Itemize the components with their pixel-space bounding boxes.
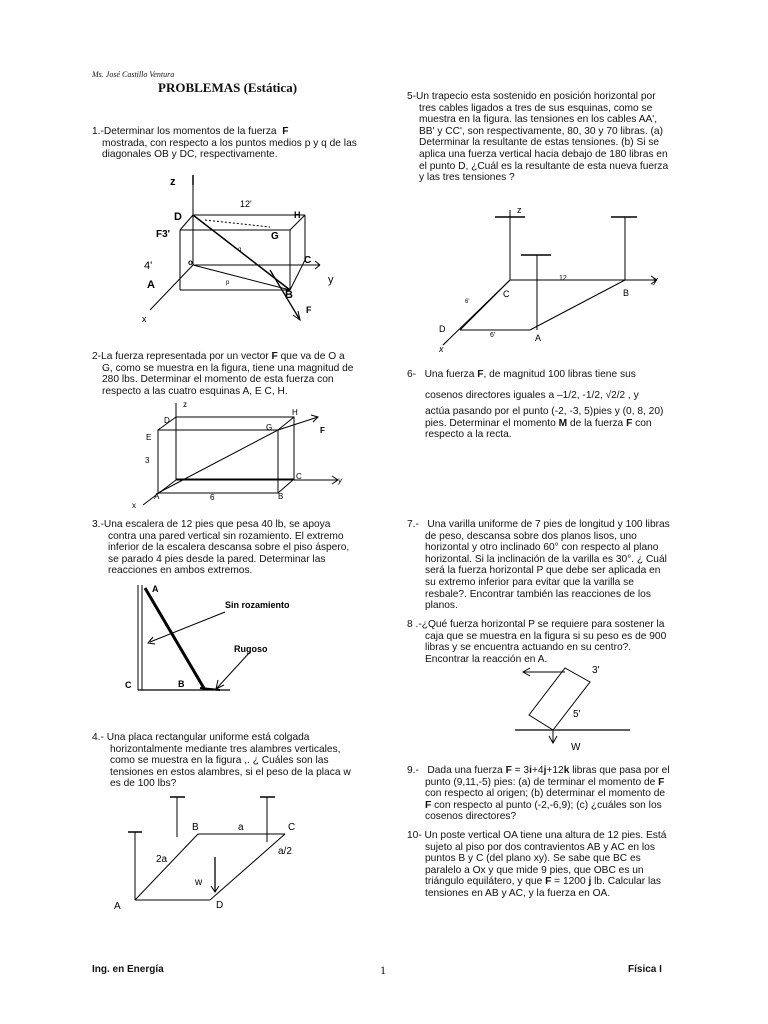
figure-2-box <box>128 395 358 515</box>
fig2-label-6: 6 <box>210 493 215 502</box>
problem-2: 2-La fuerza representada por un vector F que va de O a G, como se muestra en la figura, tiene una magnitud de 280 lbs. Determinar el momento de esta fuerza con respecto a las cuatro esquinas A, E C, H. <box>92 351 354 397</box>
problem-3: 3.-Una escalera de 12 pies que pesa 40 lb, se apoya contra una pared vertical sin rozamiento. El extremo inferior de la escalera descansa sobre el piso áspero, se parado 4 pies desde la pared. Determinar las reacciones en ambos extremos. <box>92 519 350 577</box>
fig1-label-o: o <box>188 258 193 267</box>
problem-8: 8 .-¿Qué fuerza horizontal P se requiere para sostener la caja que se muestra en la figura si su peso es de 900 libras y se encuentra actuando en su centro?. Encontrar la reacción en A. <box>407 619 667 665</box>
fig2-label-y: y <box>338 476 342 485</box>
fig3-label-a: A <box>152 584 159 594</box>
fig8-label-w: W <box>571 742 581 753</box>
figure-1-box <box>110 165 360 325</box>
page-number: 1 <box>380 963 386 977</box>
fig4-label-a-corner: A <box>114 901 121 912</box>
fig2-label-x: x <box>132 501 136 510</box>
fig2-label-e: E <box>146 433 152 442</box>
fig1-label-f: F <box>306 305 312 315</box>
fig2-label-g: G <box>266 423 273 432</box>
fig2-label-c: C <box>296 472 302 481</box>
fig5-label-6-left: 6' <box>465 299 470 305</box>
fig1-label-z: z <box>170 176 176 188</box>
fig8-label-3: 3' <box>592 665 600 676</box>
fig1-label-p: p <box>226 280 230 286</box>
fig1-label-f3: F3' <box>156 229 171 240</box>
fig2-label-z: z <box>183 400 187 409</box>
fig3-label-rugoso: Rugoso <box>234 644 268 654</box>
fig4-label-a2: a/2 <box>278 846 292 857</box>
fig5-label-x: x <box>439 344 444 354</box>
footer-right: Física I <box>628 964 662 975</box>
fig3-label-b: B <box>178 679 185 689</box>
fig2-label-b: B <box>278 492 284 501</box>
figure-4-plate <box>110 792 310 912</box>
page-title: PROBLEMAS (Estática) <box>158 80 298 95</box>
problem-5: 5-Un trapecio esta sostenido en posición horizontal por tres cables ligados a tres de sus esquinas, como se muestra en la figura. las tensiones en los cables AA', BB' y CC', son respectivamente, 80, 30 y 70 libras. (a) Determinar la resultante de estas tensiones. (b) Si se aplica una fuerza vertical hacia debajo de 180 libras en el punto D, ¿Cuál es la resultante de esta nueva fuerza y las tres tensiones ? <box>407 91 669 184</box>
fig5-label-a: A <box>535 333 542 343</box>
fig5-label-6-bottom: 6' <box>490 332 496 339</box>
fig1-label-h: H <box>294 210 301 220</box>
fig3-label-c: C <box>125 680 132 690</box>
fig1-label-a: A <box>147 279 155 291</box>
fig1-label-12: 12' <box>240 199 252 209</box>
figure-8-box <box>515 660 635 755</box>
fig1-label-b: B <box>285 289 293 301</box>
footer-left: Ing. en Energía <box>92 964 164 975</box>
fig1-label-c: C <box>304 255 312 266</box>
problem-6: 6- Una fuerza F, de magnitud 100 libras tiene sus cosenos directores iguales a –1/2, -1/2, √2/2 , y actúa pasando por el punto (-2, -3, 5)pies y (0, 8, 20) pies. Determinar el momento M de la fuerza F con respecto a la recta. <box>407 369 664 441</box>
fig5-label-y: y <box>653 275 658 285</box>
fig5-label-b: B <box>623 288 630 298</box>
fig4-label-a: a <box>238 822 244 833</box>
problem-10: 10- Un poste vertical OA tiene una altura de 12 pies. Está sujeto al piso por dos contravientos AB y AC en los puntos B y C (del plano xy). Se sabe que BC es paralelo a Ox y que mide 9 pies, que OBC es un triángulo equilátero, y que F = 1200 j lb. Calcular las tensiones en AB y AC, y la fuerza en OA. <box>407 830 667 899</box>
fig4-label-c: C <box>288 822 296 833</box>
fig4-label-w: w <box>195 877 203 888</box>
fig5-label-c: C <box>503 289 510 299</box>
fig2-label-3: 3 <box>145 456 150 465</box>
fig3-label-sinrozamiento: Sin rozamiento <box>225 600 290 610</box>
fig2-label-a: A <box>154 492 160 501</box>
problem-1: 1.-Determinar los momentos de la fuerza F mostrada, con respecto a los puntos medios p y q de las diagonales OB y DC, respectivamente. <box>92 126 357 161</box>
fig4-label-d: D <box>216 900 224 911</box>
fig1-label-x: x <box>142 314 147 324</box>
problem-7: 7.- Una varilla uniforme de 7 pies de longitud y 100 libras de peso, descansa sobre dos planos lisos, uno horizontal y otro inclinado 60° con respecto al plano horizontal. Si la inclinación de la varilla es 30°. ¿ Cuál será la fuerza horizontal P que debe ser aplicada en su extremo inferior para evitar que la varilla se resbale?. Encontrar también las reacciones de los planos. <box>407 519 670 612</box>
fig2-label-f: F <box>320 426 325 435</box>
fig5-label-z: z <box>517 205 522 215</box>
problem-9: 9.- Dada una fuerza F = 3i+4j+12k libras que pasa por el punto (9,11,-5) pies: (a) de terminar el momento de F con respecto al origen; (b) determinar el momento de F con respecto al punto (-2,-6,9); (c) ¿cuáles son los cosenos directores? <box>407 765 670 823</box>
fig5-label-12: 12 <box>559 275 567 282</box>
fig5-label-d: D <box>439 324 446 334</box>
fig2-label-d: D <box>164 416 170 425</box>
fig2-label-h: H <box>292 408 298 417</box>
fig1-label-y: y <box>328 274 334 286</box>
figure-5-trapezoid <box>425 195 675 355</box>
fig1-label-d: D <box>174 211 182 223</box>
fig8-label-5: 5' <box>573 709 581 720</box>
fig4-label-2a: 2a <box>156 854 168 865</box>
fig4-label-b: B <box>192 822 199 833</box>
problem-4: 4.- Una placa rectangular uniforme está colgada horizontalmente mediante tres alambres verticales, como se muestra en la figura ,. ¿ Cuáles son las tensiones en estos alambres, si el peso de la placa w es de 100 lbs? <box>92 732 351 790</box>
figure-3-ladder <box>120 580 320 700</box>
fig1-label-g: G <box>271 231 279 242</box>
fig1-label-4: 4' <box>144 260 153 272</box>
fig1-label-q: q <box>238 247 242 253</box>
author-name: Ms. José Castillo Ventura <box>92 70 175 79</box>
